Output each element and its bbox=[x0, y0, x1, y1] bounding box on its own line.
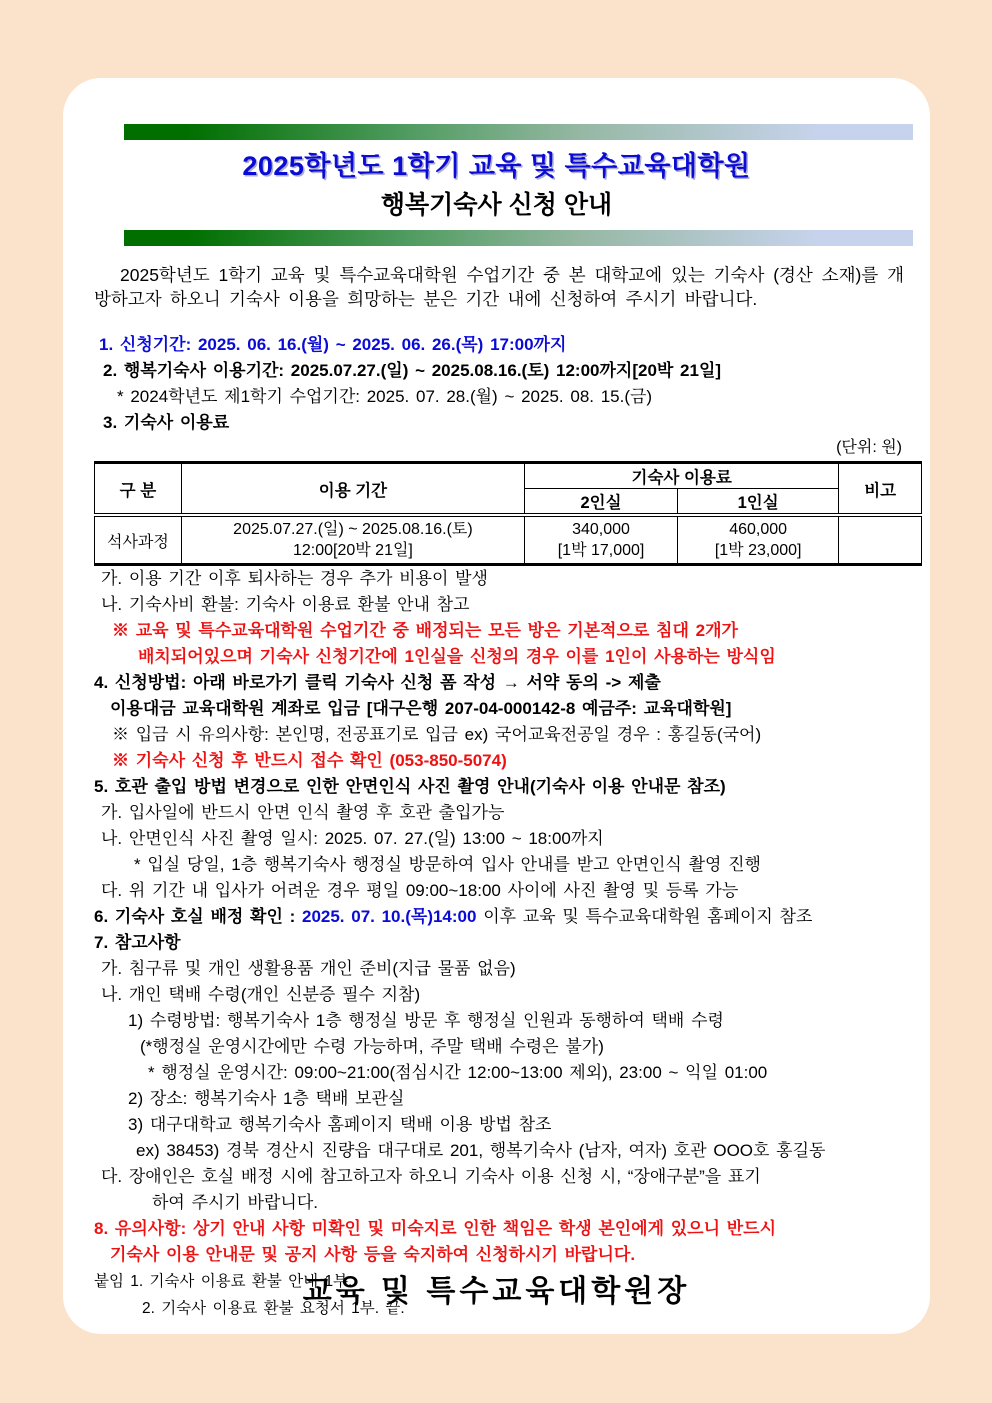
text-segment: 5. 호관 출입 방법 변경으로 인한 안면인식 사진 촬영 안내(기숙사 이용 안내문 참조) bbox=[94, 777, 726, 796]
cell-note bbox=[839, 515, 922, 565]
text-line bbox=[94, 930, 906, 956]
header-fee-group: 기숙사 이용료 bbox=[525, 463, 839, 489]
text-segment: ※ 교육 및 특수교육대학원 수업기간 중 배정되는 모든 방은 기본적으로 침대 2개가 bbox=[112, 621, 738, 640]
text-segment: ※ 입금 시 유의사항: 본인명, 전공표기로 입금 ex) 국어교육전공일 경우 : 홍길동(국어) bbox=[112, 725, 762, 744]
text-line bbox=[94, 1138, 906, 1164]
text-segment: 3) 대구대학교 행복기숙사 홈페이지 택배 이용 방법 참조 bbox=[128, 1115, 552, 1134]
text-line bbox=[94, 956, 906, 982]
text-line bbox=[94, 566, 906, 592]
text-segment: 1) 수령방법: 행복기숙사 1층 행정실 방문 후 행정실 인원과 동행하여 택배 수령 bbox=[128, 1011, 724, 1030]
text-segment: 2) 장소: 행복기숙사 1층 택배 보관실 bbox=[128, 1089, 405, 1108]
text-segment: 8. 유의사항: 상기 안내 사항 미확인 및 미숙지로 인한 책임은 학생 본인에게 있으니 반드시 bbox=[94, 1219, 777, 1238]
cell-category: 석사과정 bbox=[95, 515, 182, 565]
cell-double-fee bbox=[525, 515, 678, 565]
text-line bbox=[94, 1190, 906, 1216]
text-segment: 배치되어있으며 기숙사 신청기간에 1인실을 신청의 경우 이를 1인이 사용하는 방식임 bbox=[138, 647, 776, 666]
text-segment: 하여 주시기 바랍니다. bbox=[152, 1193, 318, 1212]
text-line bbox=[94, 774, 906, 800]
text-segment: 2. 기숙사 이용료 환불 요청서 1부. 끝. bbox=[142, 1300, 405, 1317]
text-line bbox=[94, 1086, 906, 1112]
text-line bbox=[94, 1164, 906, 1190]
text-segment: * 2024학년도 제1학기 수업기간: 2025. 07. 28.(월) ~ 2025. 08. 15.(금) bbox=[117, 387, 653, 406]
text-line bbox=[94, 982, 906, 1008]
text-segment: * 입실 당일, 1층 행복기숙사 행정실 방문하여 입사 안내를 받고 안면인식 촬영 진행 bbox=[134, 855, 761, 874]
intro-paragraph: 2025학년도 1학기 교육 및 특수교육대학원 수업기간 중 본 대학교에 있는 기숙사 (경산 소재)를 개방하고자 하오니 기숙사 이용을 희망하는 분은 기간 내에 신청하여 주시기 바랍니다. bbox=[94, 265, 904, 309]
body-lines-top bbox=[94, 332, 906, 436]
text-line bbox=[94, 1216, 906, 1242]
text-segment: 붙임 1. 기숙사 이용료 환불 안내 1부. bbox=[94, 1273, 353, 1290]
text-segment: 1. 신청기간: 2025. 06. 16.(월) ~ 2025. 06. 26.(목) 17:00까지 bbox=[99, 335, 567, 354]
fee-table bbox=[94, 461, 922, 566]
period-line-1: 2025.07.27.(일) ~ 2025.08.16.(토) bbox=[233, 521, 473, 538]
text-segment: 기숙사 이용 안내문 및 공지 사항 등을 숙지하여 신청하시기 바랍니다. bbox=[110, 1245, 636, 1264]
text-segment: (*행정실 운영시간에만 수령 가능하며, 주말 택배 수령은 불가) bbox=[140, 1037, 604, 1056]
text-segment: 다. 장애인은 호실 배정 시에 참고하고자 하오니 기숙사 이용 신청 시, “장애구분”을 표기 bbox=[101, 1167, 761, 1186]
body-lines-bottom bbox=[94, 566, 906, 1322]
text-line bbox=[94, 800, 906, 826]
text-segment: 2. 행복기숙사 이용기간: 2025.07.27.(일) ~ 2025.08.16.(토) 12:00까지[20박 21일] bbox=[103, 361, 722, 380]
text-segment: ex) 38453) 경북 경산시 진량읍 대구대로 201, 행복기숙사 (남자, 여자) 호관 OOO호 홍길동 bbox=[136, 1141, 826, 1160]
text-line bbox=[94, 722, 906, 748]
signature-title: 교육 및 특수교육대학원장 bbox=[302, 1275, 691, 1308]
text-line bbox=[94, 904, 906, 930]
double-fee-nightly: [1박 17,000] bbox=[557, 542, 645, 559]
cell-period bbox=[181, 515, 524, 565]
cell-single-fee bbox=[678, 515, 839, 565]
page-title: 2025학년도 1학기 교육 및 특수교육대학원 bbox=[242, 151, 751, 181]
text-line bbox=[94, 826, 906, 852]
text-line bbox=[94, 1034, 906, 1060]
text-segment: * 행정실 운영시간: 09:00~21:00(점심시간 12:00~13:00 제외), 23:00 ~ 익일 01:00 bbox=[148, 1063, 768, 1082]
text-line bbox=[94, 748, 906, 774]
double-fee-total: 340,000 bbox=[572, 521, 630, 538]
text-segment: 나. 기숙사비 환불: 기숙사 이용료 환불 안내 참고 bbox=[101, 595, 470, 614]
unit-label: (단위: 원) bbox=[836, 439, 902, 456]
header-double-room: 2인실 bbox=[525, 489, 678, 516]
text-line bbox=[94, 618, 906, 644]
text-line bbox=[94, 644, 906, 670]
table-row bbox=[95, 515, 922, 565]
table-header-row-1 bbox=[95, 463, 922, 489]
header-single-room: 1인실 bbox=[678, 489, 839, 516]
gradient-bar-top bbox=[124, 124, 913, 140]
text-line bbox=[94, 384, 906, 410]
text-segment: 이후 교육 및 특수교육대학원 홈페이지 참조 bbox=[476, 907, 813, 926]
text-line bbox=[94, 1060, 906, 1086]
text-segment: 7. 참고사항 bbox=[94, 933, 181, 952]
header-note: 비고 bbox=[839, 463, 922, 516]
text-line bbox=[94, 670, 906, 696]
text-line bbox=[94, 332, 906, 358]
text-segment: 3. 기숙사 이용료 bbox=[103, 413, 230, 432]
text-line bbox=[94, 1008, 906, 1034]
text-line bbox=[94, 410, 906, 436]
text-segment: 가. 이용 기간 이후 퇴사하는 경우 추가 비용이 발생 bbox=[101, 569, 488, 588]
text-line bbox=[94, 1242, 906, 1268]
text-segment: 가. 입사일에 반드시 안면 인식 촬영 후 호관 출입가능 bbox=[101, 803, 505, 822]
text-segment: 다. 위 기간 내 입사가 어려운 경우 평일 09:00~18:00 사이에 사진 촬영 및 등록 가능 bbox=[101, 881, 739, 900]
text-line bbox=[94, 878, 906, 904]
text-line bbox=[94, 852, 906, 878]
notice-body bbox=[94, 332, 906, 1322]
gradient-bar-bottom bbox=[124, 230, 913, 246]
text-segment: 4. 신청방법: 아래 바로가기 클릭 기숙사 신청 폼 작성 → 서약 동의 -> 제출 bbox=[94, 673, 661, 692]
text-segment: ※ 기숙사 신청 후 반드시 접수 확인 (053-850-5074) bbox=[112, 751, 507, 770]
text-line bbox=[94, 592, 906, 618]
text-segment: 가. 침구류 및 개인 생활용품 개인 준비(지급 물품 없음) bbox=[101, 959, 516, 978]
text-segment: 나. 안면인식 사진 촬영 일시: 2025. 07. 27.(일) 13:00 ~ 18:00까지 bbox=[101, 829, 604, 848]
single-fee-nightly: [1박 23,000] bbox=[714, 542, 802, 559]
header-period: 이용 기간 bbox=[181, 463, 524, 516]
text-segment: 이용대금 교육대학원 계좌로 입금 [대구은행 207-04-000142-8 예금주: 교육대학원] bbox=[110, 699, 732, 718]
text-line bbox=[94, 1112, 906, 1138]
text-segment: 나. 개인 택배 수령(개인 신분증 필수 지참) bbox=[101, 985, 421, 1004]
text-segment: 6. 기숙사 호실 배정 확인 : bbox=[94, 907, 302, 926]
text-line bbox=[94, 696, 906, 722]
text-line bbox=[94, 358, 906, 384]
text-segment: 2025. 07. 10.(목)14:00 bbox=[301, 907, 477, 926]
header-category: 구 분 bbox=[95, 463, 182, 516]
notice-card bbox=[63, 78, 930, 1334]
single-fee-total: 460,000 bbox=[729, 521, 788, 538]
period-line-2: 12:00[20박 21일] bbox=[292, 542, 413, 559]
page-subtitle: 행복기숙사 신청 안내 bbox=[380, 191, 613, 219]
